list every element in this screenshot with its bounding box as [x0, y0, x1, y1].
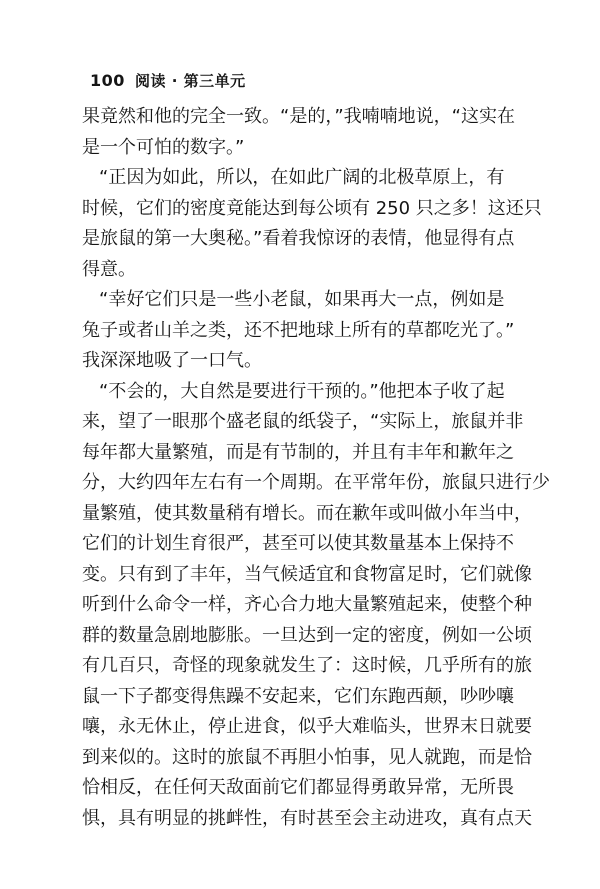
text-line: 是旅鼠的第一大奥秘。”看着我惊讶的表情，他显得有点 — [82, 228, 515, 249]
text-line: 它们的计划生育很严，甚至可以使其数量基本上保持不 — [82, 533, 514, 554]
page-number: 100 — [90, 70, 125, 90]
page-header — [90, 67, 246, 93]
text-line: 量繁殖，使其数量稍有增长。而在歉年或叫做小年当中， — [82, 502, 532, 524]
text-line: 我深深地吸了一口气。 — [82, 350, 262, 371]
paragraph-start: “正因为如此，所以，在如此广阔的北极草原上，有 — [99, 167, 505, 188]
text-line: 果竟然和他的完全一致。“是的，”我喃喃地说，“这实在 — [82, 106, 515, 127]
text-line: 来，望了一眼那个盛老鼠的纸袋子，“实际上，旅鼠并非 — [82, 411, 524, 432]
text-line: 变。只有到了丰年，当气候适宜和食物富足时，它们就像 — [82, 563, 532, 585]
text-line: 得意。 — [82, 258, 136, 280]
text-line: 群的数量急剧地膨胀。一旦达到一定的密度，例如一公顷 — [82, 624, 532, 646]
text-line: 有几百只，奇怪的现象就发生了：这时候，几乎所有的旅 — [82, 655, 532, 676]
body-text — [82, 102, 550, 834]
text-line: 嚷，永无休止，停止进食，似乎大难临头，世界末日就要 — [82, 716, 532, 737]
text-line: 兔子或者山羊之类，还不把地球上所有的草都吃光了。” — [82, 319, 515, 341]
text-line: 是一个可怕的数字。” — [82, 136, 245, 158]
text-line: 听到什么命令一样，齐心合力地大量繁殖起来，使整个种 — [82, 594, 532, 615]
section-title: 阅读 · 第三单元 — [135, 71, 246, 90]
text-line: 每年都大量繁殖，而是有节制的，并且有丰年和歉年之 — [82, 441, 514, 463]
text-line: 恰相反，在任何天敌面前它们都显得勇敢异常，无所畏 — [82, 777, 514, 798]
text-line: 时候，它们的密度竟能达到每公顷有 250 只之多！这还只 — [82, 197, 542, 219]
text-line: 到来似的。这时的旅鼠不再胆小怕事，见人就跑，而是恰 — [82, 746, 532, 768]
text-line: 分，大约四年左右有一个周期。在平常年份，旅鼠只进行少 — [82, 472, 550, 493]
paragraph-start: “不会的，大自然是要进行干预的。”他把本子收了起 — [99, 380, 505, 402]
paragraph-start: “幸好它们只是一些小老鼠，如果再大一点，例如是 — [99, 289, 505, 310]
text-line: 鼠一下子都变得焦躁不安起来，它们东跑西颠，吵吵嚷 — [82, 685, 514, 707]
text-line: 惧，具有明显的挑衅性，有时甚至会主动进攻，真有点天 — [82, 807, 532, 829]
